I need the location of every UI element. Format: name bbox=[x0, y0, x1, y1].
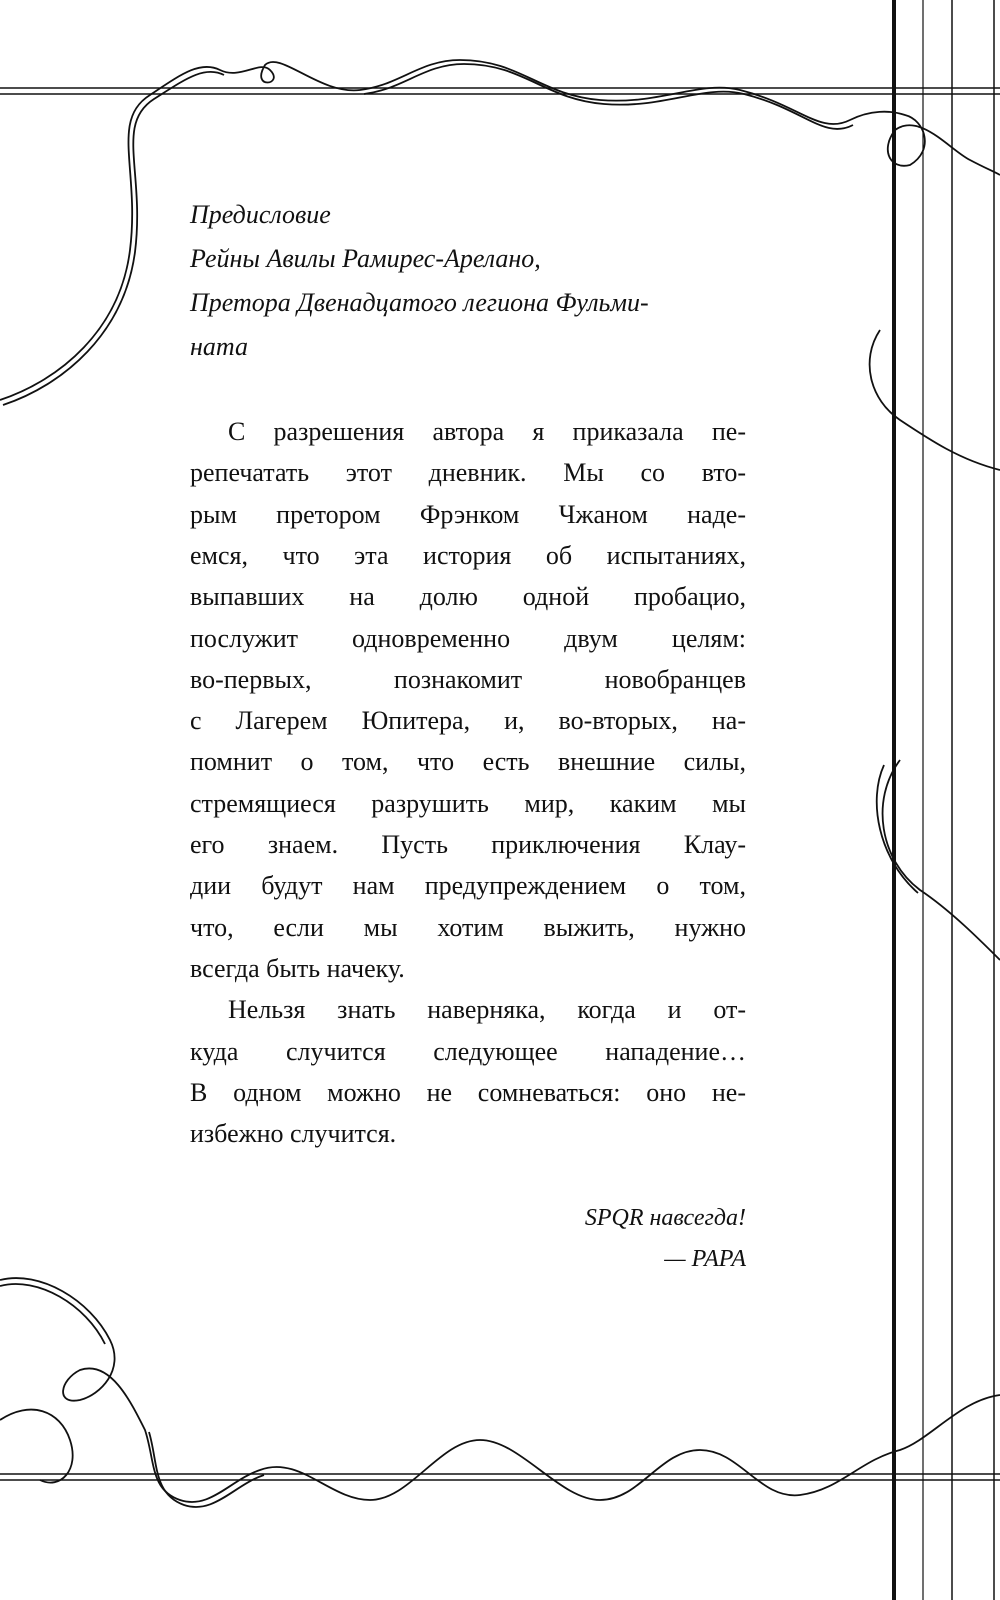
heading-line: Претора Двенадцатого легиона Фульми- bbox=[190, 288, 649, 317]
heading-line: Предисловие bbox=[190, 200, 331, 229]
heading-line: ната bbox=[190, 332, 248, 361]
body-line: послужит одновременно двум целям: bbox=[190, 623, 746, 653]
body-line: дии будут нам предупреждением о том, bbox=[190, 871, 746, 901]
heading-line: Рейны Авилы Рамирес-Арелано, bbox=[190, 244, 541, 273]
body-line: избежно случится. bbox=[190, 1119, 397, 1149]
body-line: С разрешения автора я приказала пе- bbox=[228, 417, 746, 446]
body-line: В одном можно не сомневаться: оно не- bbox=[190, 1077, 746, 1107]
body-line: помнит о том, что есть внешние силы, bbox=[190, 747, 746, 777]
body-line: его знаем. Пусть приключения Клау- bbox=[190, 830, 746, 859]
body-line: с Лагерем Юпитера, и, во-вторых, на- bbox=[190, 706, 746, 736]
body-line: всегда быть начеку. bbox=[190, 953, 405, 983]
body-line: что, если мы хотим выжить, нужно bbox=[190, 912, 746, 942]
body-line: выпавших на долю одной пробацио, bbox=[190, 582, 746, 612]
body-line: куда случится следующее нападение… bbox=[190, 1036, 746, 1066]
body-line: емся, что эта история об испытаниях, bbox=[190, 540, 746, 570]
ribbon bbox=[0, 60, 1000, 1507]
signature-motto: SPQR навсегда! bbox=[584, 1205, 746, 1231]
body-line: во-первых, познакомит новобранцев bbox=[190, 664, 746, 694]
body-line: Нельзя знать наверняка, когда и от- bbox=[228, 995, 746, 1025]
body-line: рым претором Фрэнком Чжаном наде- bbox=[190, 499, 746, 529]
signature-author: — РАРА bbox=[664, 1246, 746, 1272]
body-line: репечатать этот дневник. Мы со вто- bbox=[190, 458, 746, 488]
body-line: стремящиеся разрушить мир, каким мы bbox=[190, 788, 746, 818]
